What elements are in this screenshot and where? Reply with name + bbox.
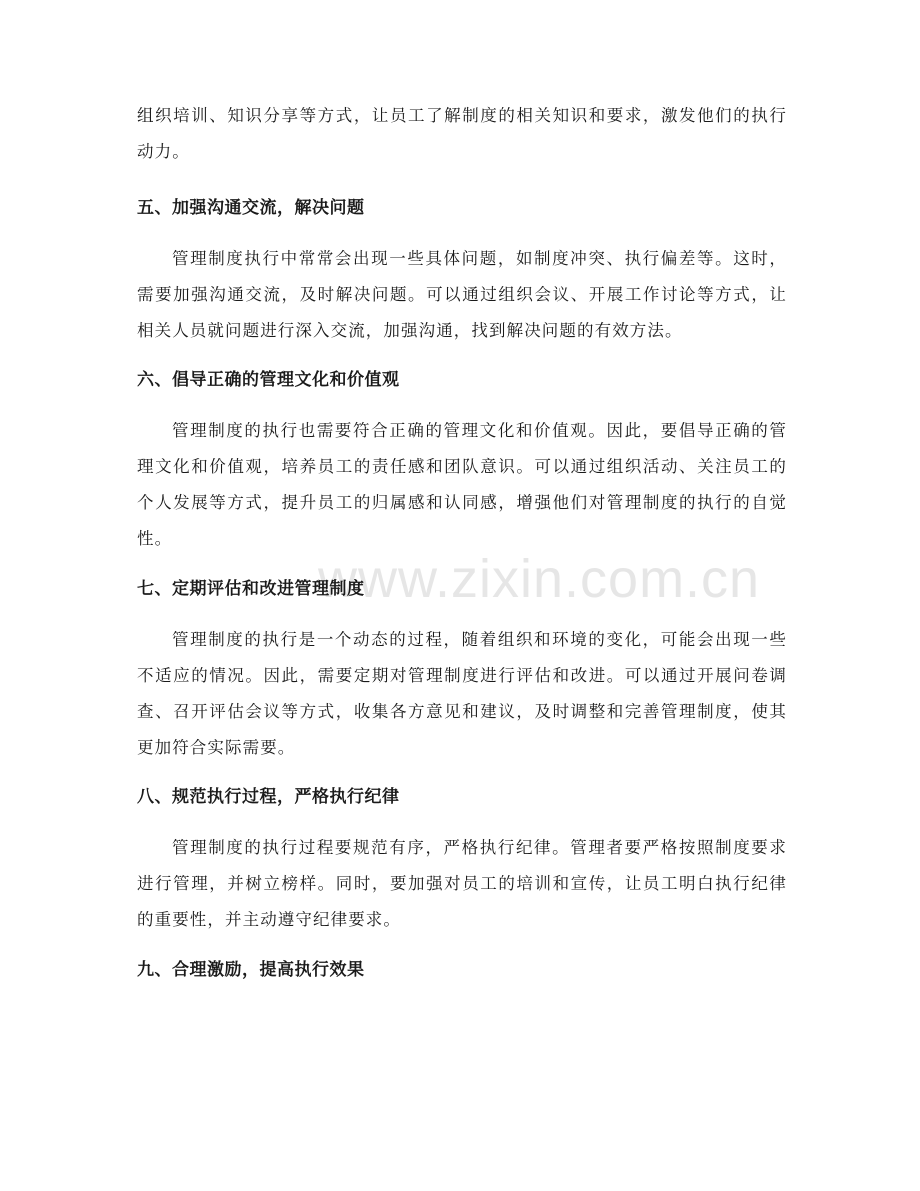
paragraph-section-5: 管理制度执行中常常会出现一些具体问题，如制度冲突、执行偏差等。这时，需要加强沟通交流，及时解决问题。可以通过组织会议、开展工作讨论等方式，让相关人员就问题进行深入交流，加强沟通，找到解决问题的有效方法。 [137, 249, 787, 340]
heading-section-8: 八、规范执行过程，严格执行纪律 [137, 787, 400, 807]
paragraph-continued: 组织培训、知识分享等方式，让员工了解制度的相关知识和要求，激发他们的执行动力。 [137, 106, 787, 161]
watermark: www.zixin.com.cn [318, 549, 761, 609]
paragraph-section-6: 管理制度的执行也需要符合正确的管理文化和价值观。因此，要倡导正确的管理文化和价值观，培养员工的责任感和团队意识。可以通过组织活动、关注员工的个人发展等方式，提升员工的归属感和认同感，增强他们对管理制度的执行的自觉性。 [137, 421, 787, 548]
heading-section-5: 五、加强沟通交流，解决问题 [137, 198, 365, 218]
heading-section-7: 七、定期评估和改进管理制度 [137, 579, 365, 599]
heading-section-6: 六、倡导正确的管理文化和价值观 [137, 370, 400, 390]
paragraph-section-8: 管理制度的执行过程要规范有序，严格执行纪律。管理者要严格按照制度要求进行管理，并树立榜样。同时，要加强对员工的培训和宣传，让员工明白执行纪律的重要性，并主动遵守纪律要求。 [137, 838, 787, 929]
heading-section-9: 九、合理激励，提高执行效果 [137, 960, 365, 980]
paragraph-section-7: 管理制度的执行是一个动态的过程，随着组织和环境的变化，可能会出现一些不适应的情况。因此，需要定期对管理制度进行评估和改进。可以通过开展问卷调查、召开评估会议等方式，收集各方意见和建议，及时调整和完善管理制度，使其更加符合实际需要。 [137, 630, 787, 757]
